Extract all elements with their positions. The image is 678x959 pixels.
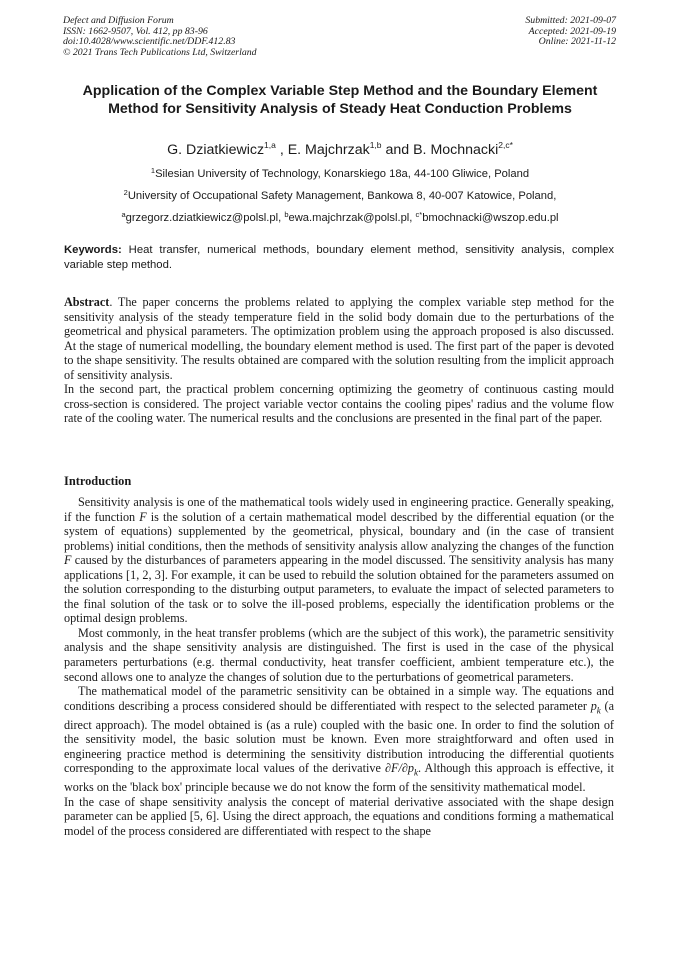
author-2-affil: 1,b	[369, 140, 382, 150]
math-F: F	[139, 509, 147, 524]
abstract-text-1: . The paper concerns the problems related to applying the complex variable step method for the sensitivity analysis of the steady temperature field in the solid body domain due to the perturbations of the geometrical and physical parameters. The optimization problem using the approach proposed is also discussed. At the stage of numerical modelling, the boundary element method is used. The first part of the paper is devoted to the shape sensitivity. The results obtained are compared with the solution resulting from the implicit approach of sensitivity analysis.	[64, 295, 614, 382]
affiliation-2-marker: 2	[123, 188, 128, 197]
intro-p3-text-a: The mathematical model of the parametric sensitivity can be obtained in a simple way. The equations and conditions describing a process considered should be differentiated with respect to the selected parameter	[64, 684, 614, 713]
intro-p1-text-c: caused by the disturbances of parameters appearing in the model discussed. The sensitivity analysis has many applications [1, 2, 3]. For example, it can be used to rebuild the solution obtained for the parameters assumed on the solution corresponding to the disturbing output parameters, to evaluate the impact of selected parameters to the final solution of the task or to solve the ill-posed problems, especially the identification problems or the optimal design problems.	[64, 553, 614, 626]
math-subscript-k: k	[414, 767, 419, 778]
intro-paragraph-4: In the case of shape sensitivity analysis the concept of material derivative associated with the shape design parameter can be applied [5, 6]. Using the direct approach, the equations and conditions forming a mathematical model of the process considered are differentiated with respect to the shape	[64, 794, 614, 838]
math-derivative: ∂F/∂p	[385, 761, 415, 776]
intro-paragraph-1	[64, 495, 614, 626]
affiliation-1	[64, 167, 616, 181]
abstract-label: Abstract	[64, 295, 110, 309]
math-F: F	[64, 553, 72, 568]
abstract	[64, 295, 614, 426]
author-2: E. Majchrzak	[287, 142, 370, 158]
math-subscript-k: k	[596, 705, 601, 716]
email-a[interactable]: grzegorz.dziatkiewicz@polsl.pl,	[125, 212, 285, 224]
submitted-date: Submitted: 2021-09-07	[525, 15, 616, 26]
email-c-marker: c*	[415, 210, 423, 219]
author-1-affil: 1,a	[264, 140, 276, 150]
doi: doi:10.4028/www.scientific.net/DDF.412.83	[63, 36, 236, 47]
author-separator: ,	[275, 142, 288, 158]
abstract-paragraph-1	[64, 295, 614, 382]
math-p: p	[590, 698, 597, 713]
section-heading-introduction: Introduction	[64, 474, 132, 488]
intro-p1-text-b: is the solution of a certain mathematical model described by the differential equation (or the system of equations) supplemented by the geometrical, physical, boundary and (in the case of transient problems) initial conditions, then the methods of sensitivity analysis allow analyzing the changes of the function	[64, 509, 615, 553]
author-1: G. Dziatkiewicz	[167, 142, 265, 158]
issn: ISSN: 1662-9507, Vol. 412, pp 83-96	[63, 25, 208, 37]
accepted-date: Accepted: 2021-09-19	[528, 25, 616, 37]
email-a-marker: a	[121, 210, 126, 219]
email-list	[64, 211, 616, 225]
paper-title: Application of the Complex Variable Step Method and the Boundary Element Method for Sensitivity Analysis of Steady Heat Conduction Problems	[82, 83, 598, 117]
email-b-marker: b	[284, 210, 289, 219]
intro-p3-text-c: . Although this approach is effective, it works on the 'black box' principle because we do not know the form of the sensitivity mathematical model.	[64, 761, 615, 795]
keywords-label: Keywords:	[64, 244, 122, 256]
author-3: B. Mochnacki	[413, 142, 499, 158]
publication-dates	[525, 16, 616, 48]
affiliation-2	[64, 189, 616, 203]
email-b[interactable]: ewa.majchrzak@polsl.pl,	[288, 212, 416, 224]
abstract-paragraph-2: In the second part, the practical problem concerning optimizing the geometry of continuous casting mould cross-section is considered. The project variable vector contains the cooling pipes' radius and the volume flow rate of the cooling water. The numerical results and the conclusions are presented in the final part of the paper.	[64, 382, 614, 426]
keywords	[64, 243, 614, 272]
copyright: © 2021 Trans Tech Publications Ltd, Switzerland	[63, 46, 257, 58]
keywords-text: Heat transfer, numerical methods, boundary element method, sensitivity analysis, complex variable step method.	[64, 244, 614, 271]
author-3-affil: 2,c*	[498, 140, 513, 150]
email-c[interactable]: bmochnacki@wszop.edu.pl	[422, 212, 559, 224]
intro-paragraph-2: Most commonly, in the heat transfer problems (which are the subject of this work), the parametric sensitivity analysis and the shape sensitivity analysis are distinguished. The first is used in the case of the physical parameters perturbations (e.g. thermal conductivity, heat transfer coefficient, ambient temperature etc.), the second allows one to analyze the changes of solution due to the perturbations of geometrical parameters.	[64, 625, 614, 684]
author-separator: and	[381, 142, 414, 158]
affiliation-2-text: University of Occupational Safety Management, Bankowa 8, 40-007 Katowice, Poland,	[127, 190, 557, 202]
intro-p1-text-a: Sensitivity analysis is one of the mathematical tools widely used in engineering practice. Generally speaking, if the function	[64, 495, 614, 524]
affiliation-1-marker: 1	[150, 166, 156, 175]
author-list	[64, 141, 616, 159]
intro-p3-text-b: (a direct approach). The model obtained is (as a rule) coupled with the basic one. In order to find the solution of the sensitivity model, the basic solution must be known. Even more straightforward and often used in engineering practice method is determining the sensitivity distribution introducing the differential quotients corresponding to the approximate local values of the derivative	[64, 698, 614, 776]
journal-name: Defect and Diffusion Forum	[63, 15, 174, 26]
affiliation-1-text: Silesian University of Technology, Konarskiego 18a, 44-100 Gliwice, Poland	[155, 168, 530, 180]
intro-paragraph-3	[64, 684, 614, 795]
online-date: Online: 2021-11-12	[538, 36, 616, 47]
introduction-body	[64, 495, 614, 838]
journal-info	[63, 16, 257, 58]
